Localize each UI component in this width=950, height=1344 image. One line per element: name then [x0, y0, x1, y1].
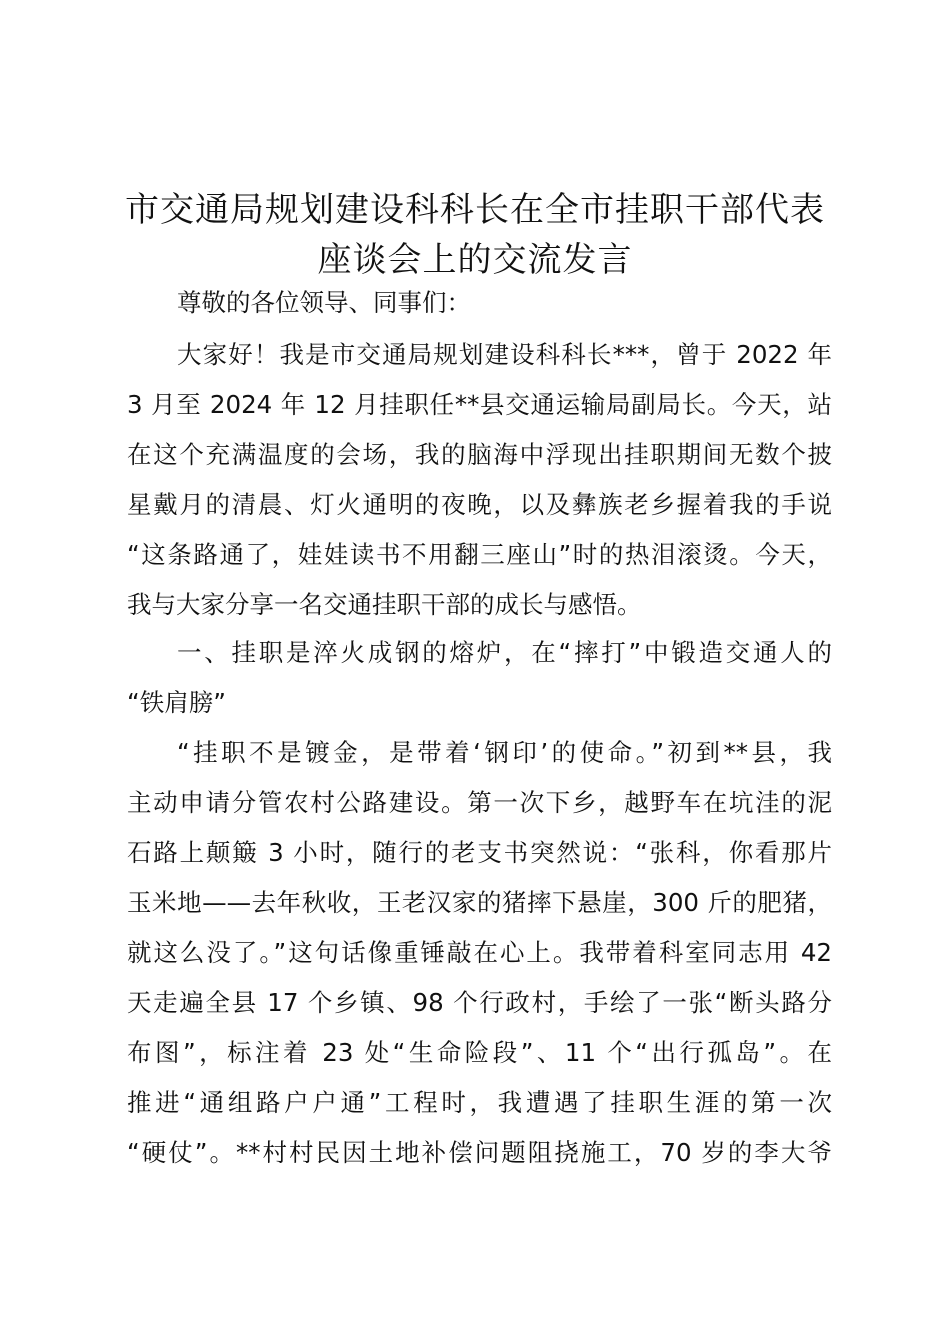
document-title-line-2: 座谈会上的交流发言: [317, 240, 633, 280]
paragraph-2-line: 主动申请分管农村公路建设。第一次下乡，越野车在坑洼的泥: [127, 788, 832, 817]
paragraph-1-line: 3 月至 2024 年 12 月挂职任**县交通运输局副局长。今天，站: [127, 390, 832, 419]
document-title-line-1: 市交通局规划建设科科长在全市挂职干部代表: [125, 190, 825, 230]
salutation: 尊敬的各位领导、同事们：: [177, 288, 471, 317]
paragraph-2-line: 推进“通组路户户通”工程时，我遭遇了挂职生涯的第一次: [127, 1088, 832, 1117]
paragraph-2-line: “挂职不是镀金，是带着‘钢印’的使命。”初到**县，我: [177, 738, 832, 767]
paragraph-1-line: 我与大家分享一名交通挂职干部的成长与感悟。: [127, 590, 642, 619]
section-heading-1-line: 一、挂职是淬火成钢的熔炉，在“摔打”中锻造交通人的: [177, 638, 832, 667]
paragraph-1-line: “这条路通了，娃娃读书不用翻三座山”时的热泪滚烫。今天，: [127, 540, 832, 569]
paragraph-1-line: 星戴月的清晨、灯火通明的夜晚，以及彝族老乡握着我的手说: [127, 490, 832, 519]
paragraph-1-line: 大家好！我是市交通局规划建设科科长***，曾于 2022 年: [177, 340, 832, 369]
paragraph-2-line: 天走遍全县 17 个乡镇、98 个行政村，手绘了一张“断头路分: [127, 988, 832, 1017]
section-heading-1-line: “铁肩膀”: [127, 688, 226, 717]
paragraph-1-line: 在这个充满温度的会场，我的脑海中浮现出挂职期间无数个披: [127, 440, 832, 469]
paragraph-2-line: 就这么没了。”这句话像重锤敲在心上。我带着科室同志用 42: [127, 938, 832, 967]
paragraph-2-line: 布图”，标注着 23 处“生命险段”、11 个“出行孤岛”。在: [127, 1038, 832, 1067]
paragraph-2-line: “硬仗”。**村村民因土地补偿问题阻挠施工，70 岁的李大爷: [127, 1138, 832, 1167]
paragraph-2-line: 玉米地——去年秋收，王老汉家的猪摔下悬崖，300 斤的肥猪，: [127, 888, 832, 917]
paragraph-2-line: 石路上颠簸 3 小时，随行的老支书突然说：“张科，你看那片: [127, 838, 832, 867]
